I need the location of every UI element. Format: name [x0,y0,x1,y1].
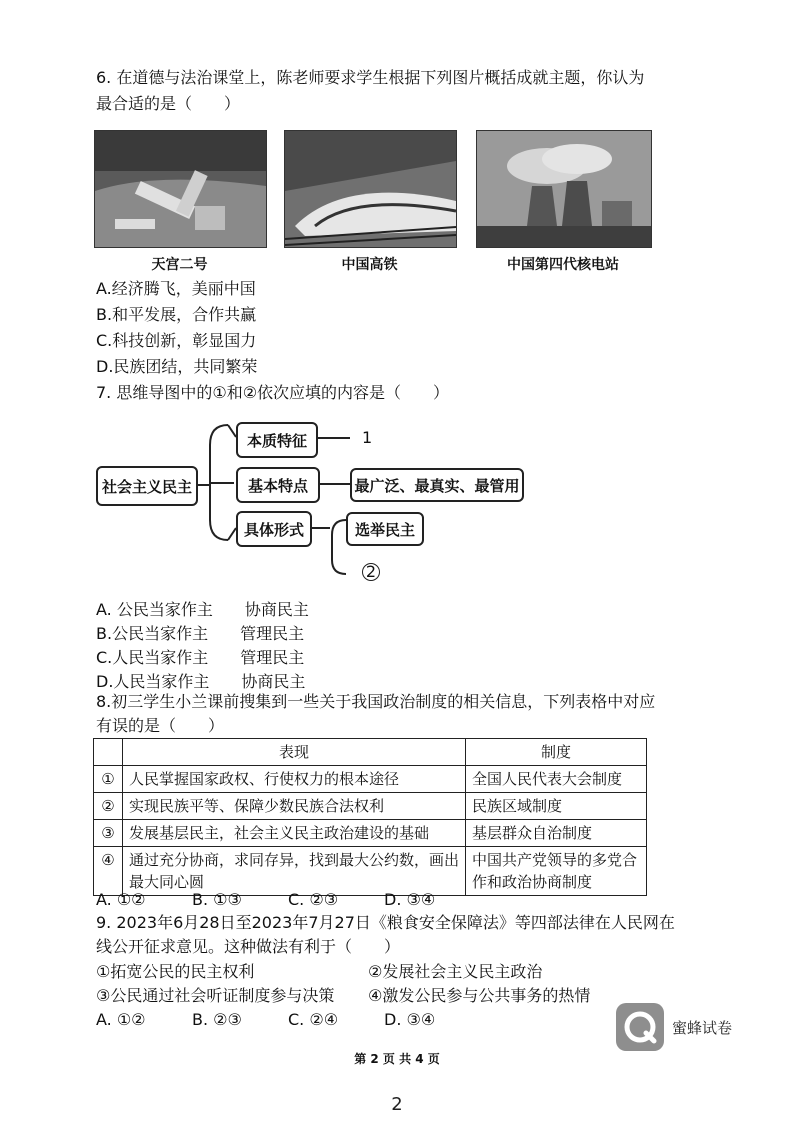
q6-option-a: A.经济腾飞，美丽中国 [96,279,256,298]
map-branch-essence: 本质特征 [236,422,318,458]
map-features-detail: 最广泛、最真实、最管用 [350,468,524,502]
q7-option-b: B.公民当家作主 管理民主 [96,624,305,643]
table-header-row [94,739,647,766]
watermark-logo-icon [616,1003,664,1051]
q8-option-a: A. ①② [96,890,146,909]
page-info: 第 2 页 共 4 页 [354,1052,440,1066]
table-cell-num: ② [94,793,123,820]
table-row [94,847,647,896]
table-cell-expression: 人民掌握国家政权、行使权力的根本途径 [123,766,466,793]
table-cell-system: 基层群众自治制度 [466,820,647,847]
table-cell-expression: 通过充分协商，求同存异，找到最大公约数，画出最大同心圆 [123,847,466,896]
q6-option-c: C.科技创新，彰显国力 [96,331,257,350]
page-number: 2 [391,1094,403,1115]
q9-stem-line2: 线公开征求意见。这种做法有利于（ ） [96,937,401,956]
map-blank-2: 2 [362,563,380,581]
caption-high-speed-rail: 中国高铁 [341,257,398,273]
table-header-expression: 表现 [123,739,466,766]
table-cell-num: ③ [94,820,123,847]
q6-option-b: B.和平发展，合作共赢 [96,305,257,324]
table-row [94,820,647,847]
q9-option-c: C. ②④ [288,1010,339,1029]
q9-item-2: ②发展社会主义民主政治 [368,962,543,981]
q8-option-c: C. ②③ [288,890,339,909]
table-cell-expression: 实现民族平等、保障少数民族合法权利 [123,793,466,820]
q9-item-4: ④激发公民参与公共事务的热情 [368,986,591,1005]
q6-stem-line1: 6. 在道德与法治课堂上，陈老师要求学生根据下列图片概括成就主题，你认为 [96,68,645,87]
table-row [94,766,647,793]
q9-option-d: D. ③④ [384,1010,436,1029]
watermark-text: 蜜蜂试卷 [672,1019,733,1037]
q7-option-d: D.人民当家作主 协商民主 [96,672,306,691]
table-row [94,793,647,820]
q6-option-d: D.民族团结，共同繁荣 [96,357,258,376]
caption-nuclear-plant: 中国第四代核电站 [507,257,619,273]
q8-option-b: B. ①③ [192,890,242,909]
table-cell-system: 全国人民代表大会制度 [466,766,647,793]
table-cell-system: 民族区域制度 [466,793,647,820]
table-cell-num: ④ [94,847,123,896]
q7-option-c: C.人民当家作主 管理民主 [96,648,305,667]
q9-item-1: ①拓宽公民的民主权利 [96,962,255,981]
q8-stem-line2: 有误的是（ ） [96,716,225,735]
map-root: 社会主义民主 [96,466,198,506]
table-cell-expression: 发展基层民主，社会主义民主政治建设的基础 [123,820,466,847]
q9-stem-line1: 9. 2023年6月28日至2023年7月27日《粮食安全保障法》等四部法律在人民网在 [96,913,675,932]
caption-tiangong: 天宫二号 [151,257,208,273]
table-cell-num: ① [94,766,123,793]
table-header-system: 制度 [466,739,647,766]
q9-option-b: B. ②③ [192,1010,242,1029]
q6-stem-line2: 最合适的是（ ） [96,94,241,113]
q9-item-3: ③公民通过社会听证制度参与决策 [96,986,335,1005]
q8-option-d: D. ③④ [384,890,436,909]
map-forms-detail: 选举民主 [346,512,424,546]
table-header-num [94,739,123,766]
q8-table [93,738,647,896]
q7-stem: 7. 思维导图中的①和②依次应填的内容是（ ） [96,383,450,402]
q9-option-a: A. ①② [96,1010,146,1029]
map-blank-1: 1 [362,428,373,447]
map-branch-features: 基本特点 [236,467,320,503]
q8-stem-line1: 8.初三学生小兰课前搜集到一些关于我国政治制度的相关信息，下列表格中对应 [96,692,656,711]
q7-option-a: A. 公民当家作主 协商民主 [96,600,309,619]
map-branch-forms: 具体形式 [236,511,312,547]
table-cell-system: 中国共产党领导的多党合作和政治协商制度 [466,847,647,896]
